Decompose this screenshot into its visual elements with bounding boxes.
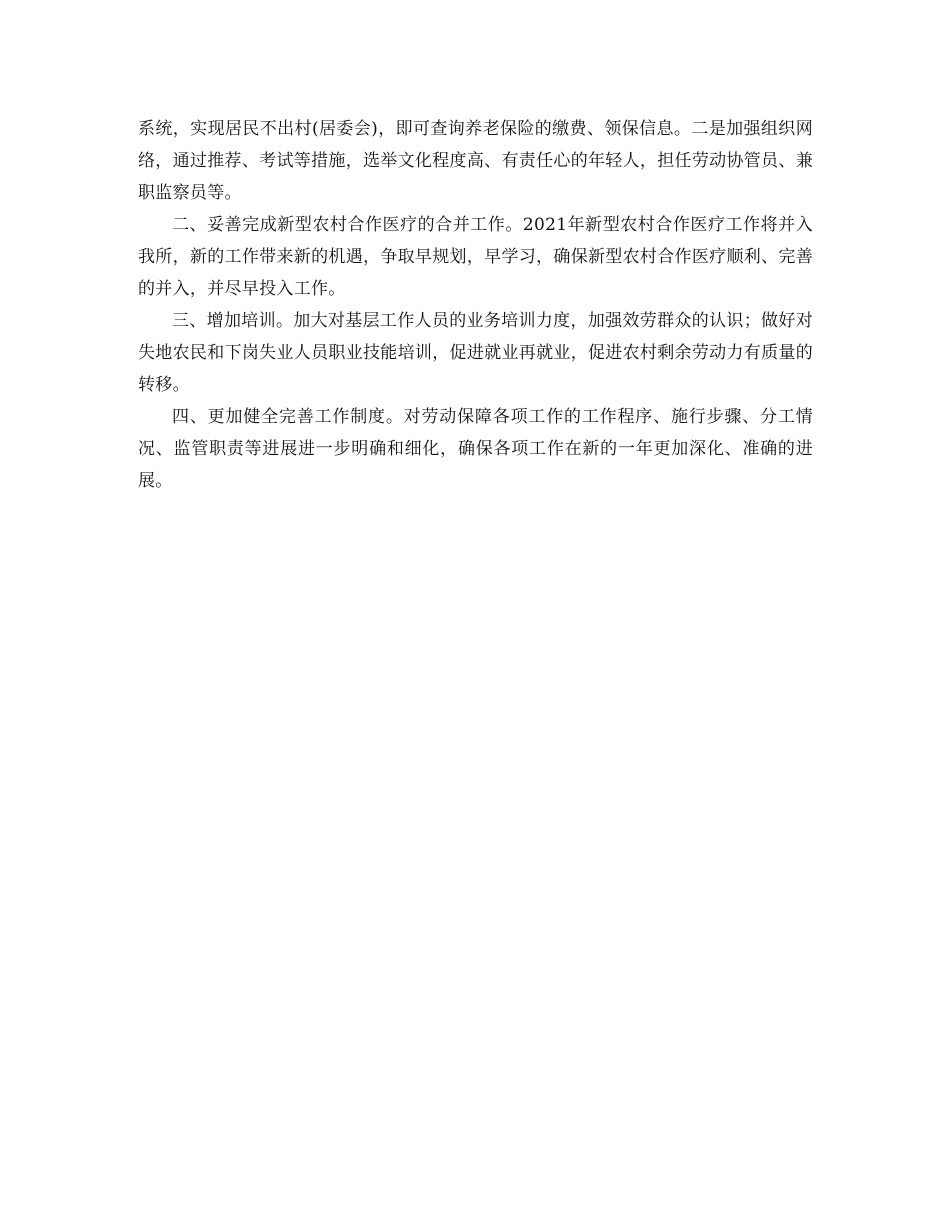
paragraph-item-4: 四、更加健全完善工作制度。对劳动保障各项工作的工作程序、施行步骤、分工情况、监管职责等进展进一步明确和细化，确保各项工作在新的一年更加深化、准确的进展。 [138, 407, 813, 491]
paragraph-continuation: 系统，实现居民不出村(居委会)，即可查询养老保险的缴费、领保信息。二是加强组织网络，通过推荐、考试等措施，选举文化程度高、有责任心的年轻人，担任劳动协管员、兼职监察员等。 [138, 119, 813, 203]
paragraph-item-3: 三、增加培训。加大对基层工作人员的业务培训力度，加强效劳群众的认识；做好对失地农民和下岗失业人员职业技能培训，促进就业再就业，促进农村剩余劳动力有质量的转移。 [138, 311, 813, 395]
document-body [138, 113, 813, 497]
paragraph-item-2: 二、妥善完成新型农村合作医疗的合并工作。2021年新型农村合作医疗工作将并入我所，新的工作带来新的机遇，争取早规划，早学习，确保新型农村合作医疗顺利、完善的并入，并尽早投入工作。 [138, 215, 813, 299]
